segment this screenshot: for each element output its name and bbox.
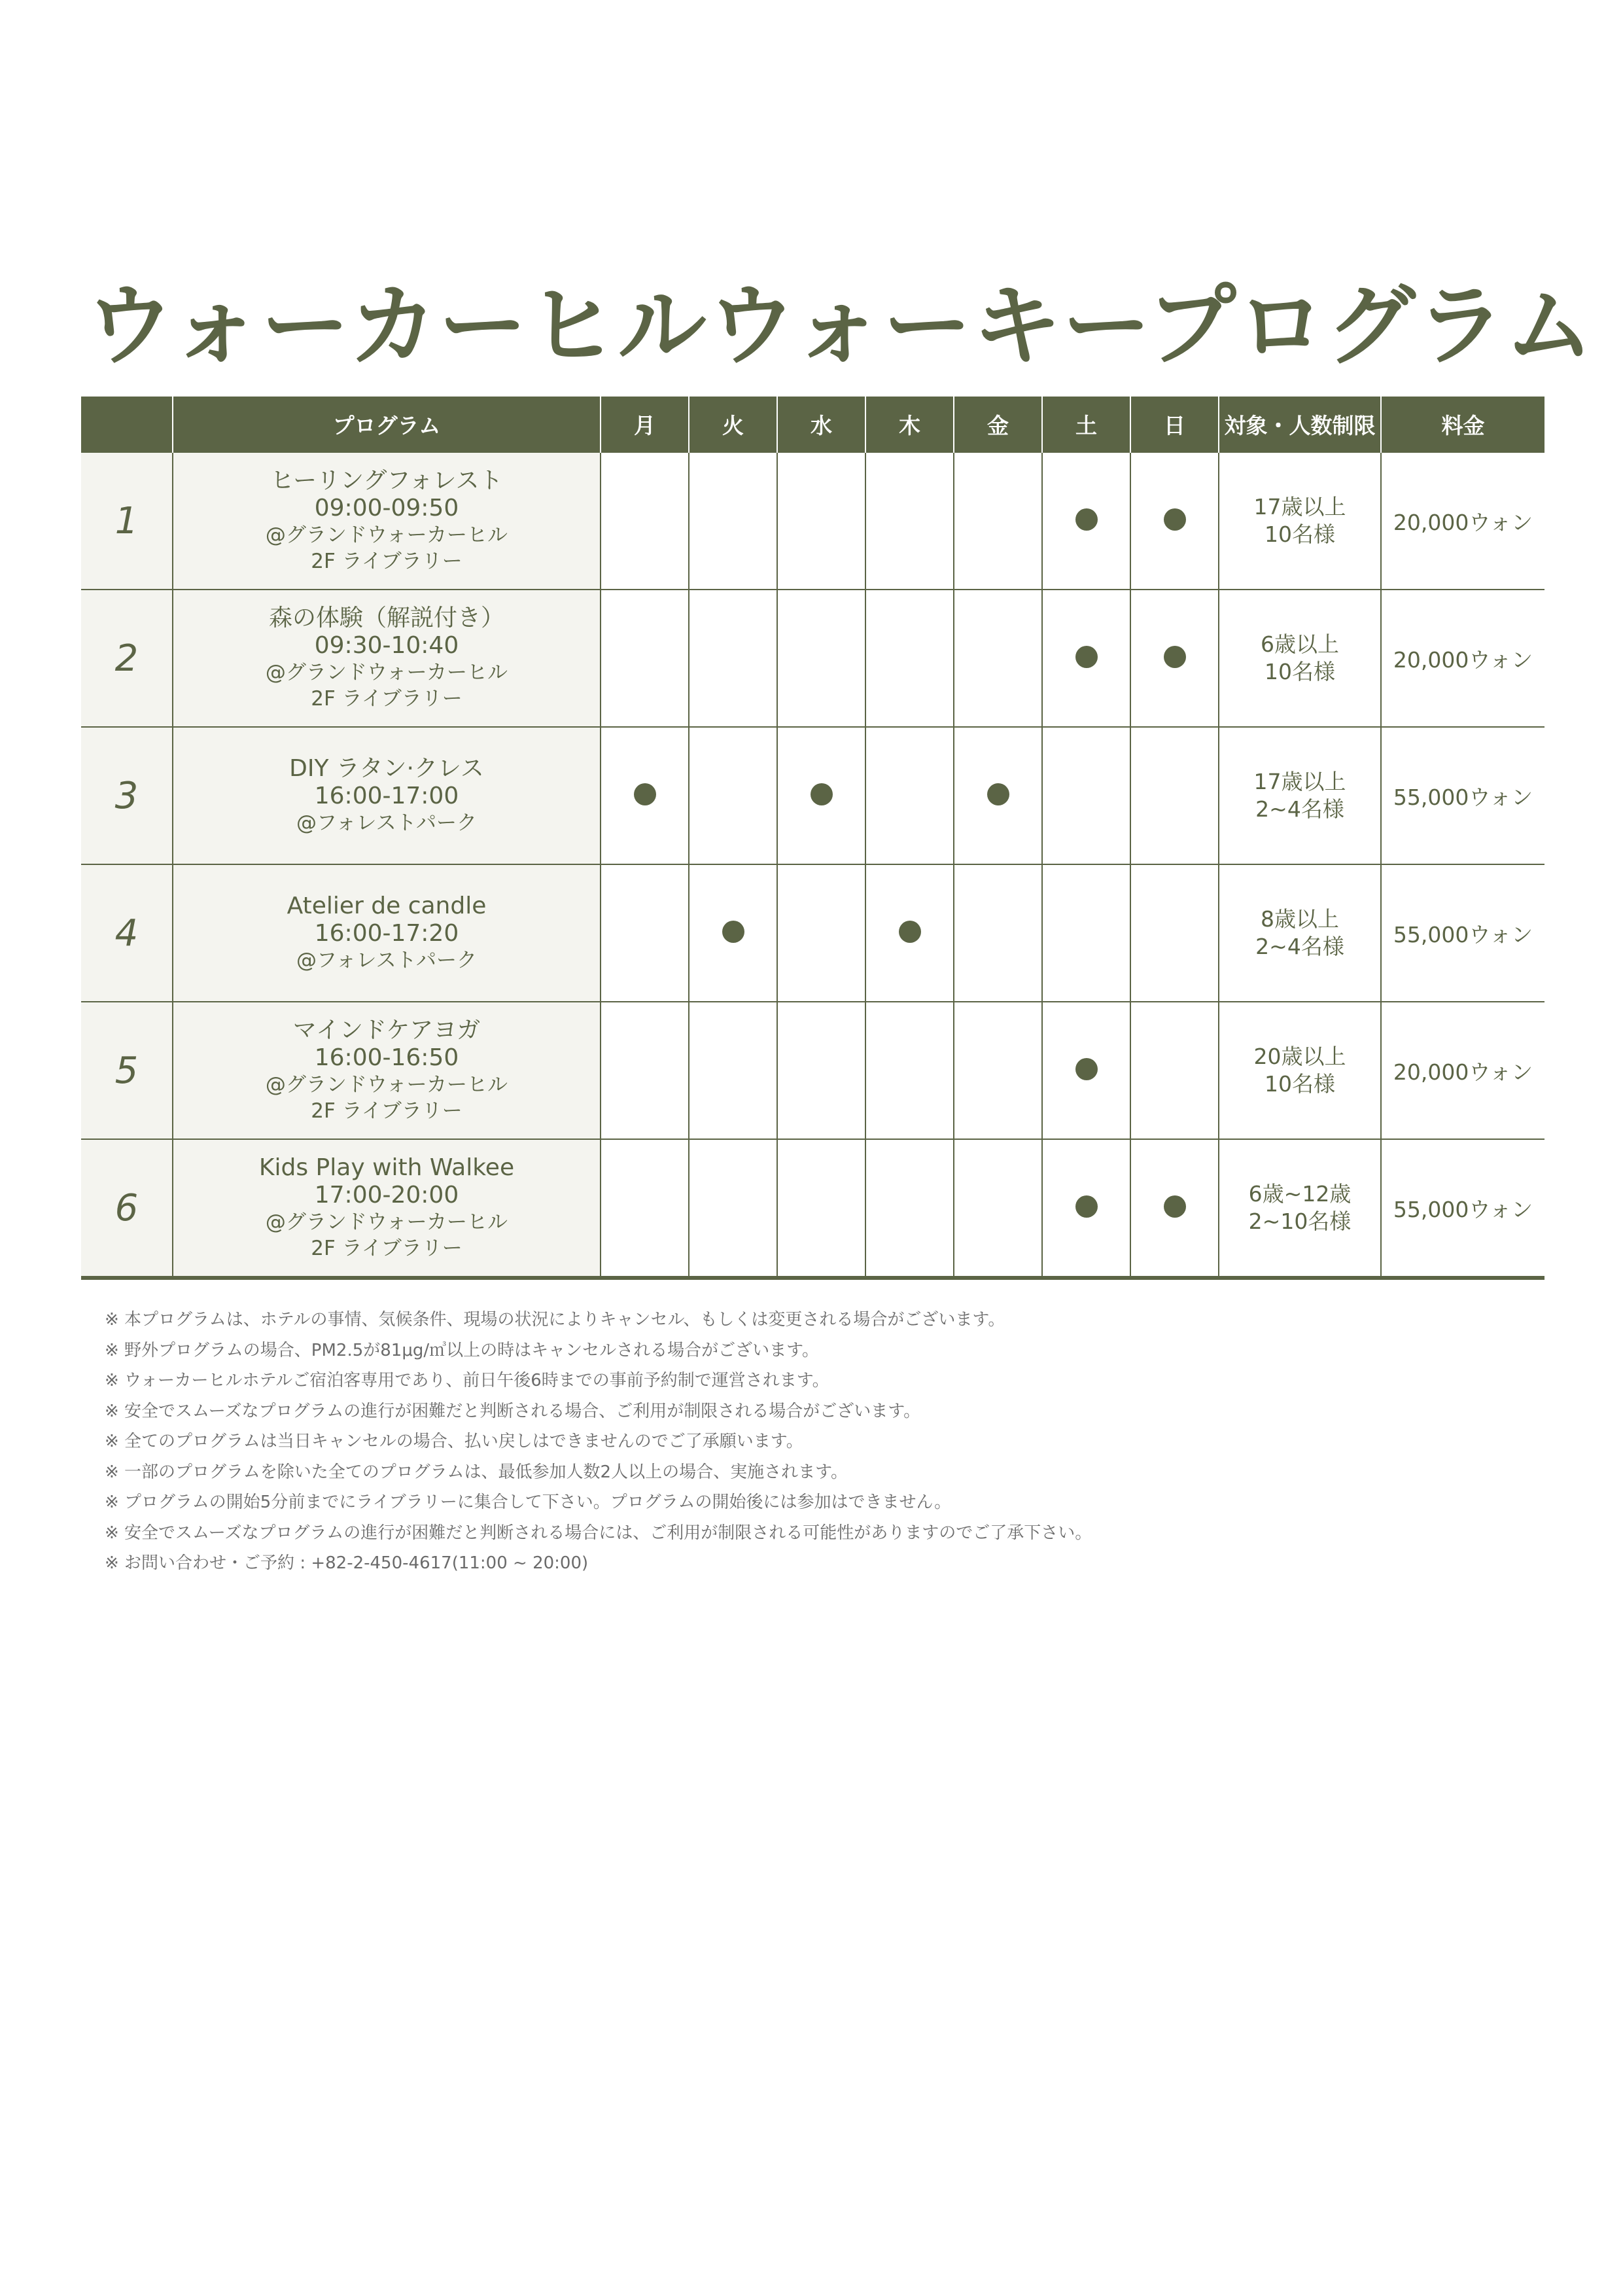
program-time: 17:00-20:00	[314, 1182, 459, 1209]
day-cell-tue	[689, 1139, 777, 1278]
target-cell	[1219, 1002, 1381, 1139]
row-number: 6	[114, 1186, 139, 1229]
day-cell-thu	[865, 727, 954, 864]
program-cell	[173, 1002, 601, 1139]
note-item: ※ 本プログラムは、ホテルの事情、気候条件、現場の状況によりキャンセル、もしくは変更される場合がございます。	[105, 1310, 1005, 1330]
table-row	[81, 590, 1544, 727]
header-number	[81, 397, 173, 452]
day-cell-fri	[954, 1002, 1042, 1139]
day-cell-sun	[1130, 1002, 1219, 1139]
day-cell-tue	[689, 452, 777, 590]
day-cell-fri	[954, 452, 1042, 590]
day-cell-wed	[777, 452, 865, 590]
row-number-cell	[81, 590, 173, 727]
header-program: プログラム	[173, 397, 601, 452]
fee-cell	[1381, 1002, 1544, 1139]
available-dot-icon	[987, 783, 1009, 805]
row-number-cell	[81, 727, 173, 864]
fee-value: 55,000ウォン	[1393, 784, 1533, 810]
program-schedule-table	[81, 397, 1544, 1280]
row-number: 4	[114, 911, 139, 955]
header-thu: 木	[865, 397, 954, 452]
table-row	[81, 727, 1544, 864]
header-wed: 水	[777, 397, 865, 452]
table-row	[81, 864, 1544, 1002]
program-location: @グランドウォーカーヒル	[265, 523, 508, 547]
day-cell-thu	[865, 452, 954, 590]
header-target: 対象・人数制限	[1219, 397, 1381, 452]
row-number-cell	[81, 452, 173, 590]
day-cell-fri	[954, 590, 1042, 727]
row-number-cell	[81, 864, 173, 1002]
day-cell-thu	[865, 864, 954, 1002]
note-item: ※ お問い合わせ・ご予約 : +82-2-450-4617(11:00 ~ 20:00)	[105, 1553, 589, 1573]
available-dot-icon	[1164, 646, 1186, 668]
target-line: 6歳以上	[1261, 631, 1339, 657]
target-line: 6歳~12歳	[1248, 1181, 1352, 1207]
note-item: ※ 安全でスムーズなプログラムの進行が困難だと判断される場合、ご利用が制限される場合がございます。	[105, 1401, 921, 1421]
table-row	[81, 1139, 1544, 1278]
program-cell	[173, 864, 601, 1002]
row-number-cell	[81, 1139, 173, 1278]
table-header-row	[81, 397, 1544, 452]
day-cell-sun	[1130, 452, 1219, 590]
day-cell-tue	[689, 590, 777, 727]
note-item: ※ プログラムの開始5分前までにライブラリーに集合して下さい。プログラムの開始後には参加はできません。	[105, 1492, 952, 1512]
fee-value: 55,000ウォン	[1393, 921, 1533, 947]
fee-cell	[1381, 1139, 1544, 1278]
program-name: ヒーリングフォレスト	[270, 467, 503, 494]
day-cell-mon	[601, 727, 689, 864]
program-cell	[173, 590, 601, 727]
day-cell-sun	[1130, 1139, 1219, 1278]
available-dot-icon	[1075, 1195, 1098, 1218]
day-cell-mon	[601, 590, 689, 727]
fee-cell	[1381, 727, 1544, 864]
header-mon: 月	[601, 397, 689, 452]
target-line: 10名様	[1265, 1071, 1335, 1097]
target-line: 2~10名様	[1248, 1209, 1352, 1234]
target-line: 20歳以上	[1253, 1044, 1346, 1069]
target-cell	[1219, 864, 1381, 1002]
fee-cell	[1381, 452, 1544, 590]
row-number: 3	[114, 774, 139, 817]
program-cell	[173, 452, 601, 590]
day-cell-tue	[689, 727, 777, 864]
day-cell-sun	[1130, 864, 1219, 1002]
row-number: 5	[114, 1049, 139, 1092]
day-cell-fri	[954, 864, 1042, 1002]
day-cell-tue	[689, 1002, 777, 1139]
target-line: 17歳以上	[1253, 494, 1346, 520]
header-sat: 土	[1042, 397, 1130, 452]
program-location: @グランドウォーカーヒル	[265, 1210, 508, 1234]
day-cell-thu	[865, 1002, 954, 1139]
header-fee: 料金	[1381, 397, 1544, 452]
program-time: 16:00-16:50	[314, 1044, 459, 1071]
header-fri: 金	[954, 397, 1042, 452]
fee-value: 55,000ウォン	[1393, 1196, 1533, 1222]
day-cell-wed	[777, 864, 865, 1002]
program-location: @フォレストパーク	[296, 811, 477, 835]
day-cell-sat	[1042, 1002, 1130, 1139]
fee-cell	[1381, 590, 1544, 727]
target-line: 10名様	[1265, 659, 1335, 684]
note-item: ※ 野外プログラムの場合、PM2.5が81μg/㎥以上の時はキャンセルされる場合がございます。	[105, 1340, 820, 1360]
available-dot-icon	[1164, 1195, 1186, 1218]
day-cell-tue	[689, 864, 777, 1002]
program-name: マインドケアヨガ	[292, 1017, 481, 1044]
program-name: Atelier de candle	[287, 892, 487, 919]
day-cell-fri	[954, 727, 1042, 864]
available-dot-icon	[1075, 646, 1098, 668]
program-cell	[173, 727, 601, 864]
day-cell-thu	[865, 590, 954, 727]
program-time: 16:00-17:20	[314, 920, 459, 947]
day-cell-wed	[777, 590, 865, 727]
target-cell	[1219, 590, 1381, 727]
target-cell	[1219, 452, 1381, 590]
target-line: 2~4名様	[1255, 796, 1344, 822]
target-line: 8歳以上	[1261, 906, 1339, 932]
day-cell-sat	[1042, 864, 1130, 1002]
day-cell-mon	[601, 864, 689, 1002]
program-name: DIY ラタン·クレス	[289, 755, 484, 782]
program-location: 2F ライブラリー	[311, 1237, 462, 1260]
program-location: 2F ライブラリー	[311, 1099, 462, 1123]
program-time: 09:00-09:50	[314, 495, 459, 521]
program-time: 09:30-10:40	[314, 632, 459, 659]
program-cell	[173, 1139, 601, 1278]
day-cell-sun	[1130, 727, 1219, 864]
day-cell-wed	[777, 1002, 865, 1139]
day-cell-mon	[601, 1002, 689, 1139]
available-dot-icon	[811, 783, 833, 805]
day-cell-wed	[777, 727, 865, 864]
target-line: 17歳以上	[1253, 769, 1346, 794]
program-location: 2F ライブラリー	[311, 550, 462, 573]
program-time: 16:00-17:00	[314, 783, 459, 809]
available-dot-icon	[899, 921, 921, 943]
day-cell-sat	[1042, 1139, 1130, 1278]
available-dot-icon	[1075, 508, 1098, 531]
program-location: 2F ライブラリー	[311, 687, 462, 711]
fee-value: 20,000ウォン	[1393, 1059, 1533, 1085]
fee-cell	[1381, 864, 1544, 1002]
day-cell-thu	[865, 1139, 954, 1278]
day-cell-mon	[601, 452, 689, 590]
available-dot-icon	[634, 783, 656, 805]
available-dot-icon	[1075, 1058, 1098, 1080]
day-cell-sat	[1042, 727, 1130, 864]
notes-list	[105, 1305, 1092, 1579]
available-dot-icon	[1164, 508, 1186, 531]
day-cell-sun	[1130, 590, 1219, 727]
target-line: 10名様	[1265, 521, 1335, 547]
note-item: ※ 安全でスムーズなプログラムの進行が困難だと判断される場合には、ご利用が制限される可能性がありますのでご了承下さい。	[105, 1523, 1092, 1543]
program-name: Kids Play with Walkee	[258, 1154, 515, 1181]
target-line: 2~4名様	[1255, 934, 1344, 959]
day-cell-sat	[1042, 452, 1130, 590]
row-number-cell	[81, 1002, 173, 1139]
program-name: 森の体験（解説付き）	[268, 605, 504, 631]
target-cell	[1219, 1139, 1381, 1278]
day-cell-wed	[777, 1139, 865, 1278]
header-sun: 日	[1130, 397, 1219, 452]
available-dot-icon	[722, 921, 744, 943]
page-title: ウォーカーヒルウォーキープログラム	[85, 275, 1595, 378]
table-row	[81, 1002, 1544, 1139]
program-location: @グランドウォーカーヒル	[265, 661, 508, 684]
fee-value: 20,000ウォン	[1393, 509, 1533, 535]
day-cell-sat	[1042, 590, 1130, 727]
row-number: 2	[114, 637, 139, 680]
row-number: 1	[114, 499, 139, 542]
fee-value: 20,000ウォン	[1393, 646, 1533, 673]
target-cell	[1219, 727, 1381, 864]
program-location: @グランドウォーカーヒル	[265, 1073, 508, 1097]
note-item: ※ 全てのプログラムは当日キャンセルの場合、払い戻しはできませんのでご了承願います。	[105, 1432, 803, 1451]
day-cell-fri	[954, 1139, 1042, 1278]
note-item: ※ ウォーカーヒルホテルご宿泊客専用であり、前日午後6時までの事前予約制で運営されます。	[105, 1371, 829, 1390]
header-tue: 火	[689, 397, 777, 452]
note-item: ※ 一部のプログラムを除いた全てのプログラムは、最低参加人数2人以上の場合、実施されます。	[105, 1462, 848, 1482]
day-cell-mon	[601, 1139, 689, 1278]
table-row	[81, 452, 1544, 590]
program-location: @フォレストパーク	[296, 949, 477, 972]
